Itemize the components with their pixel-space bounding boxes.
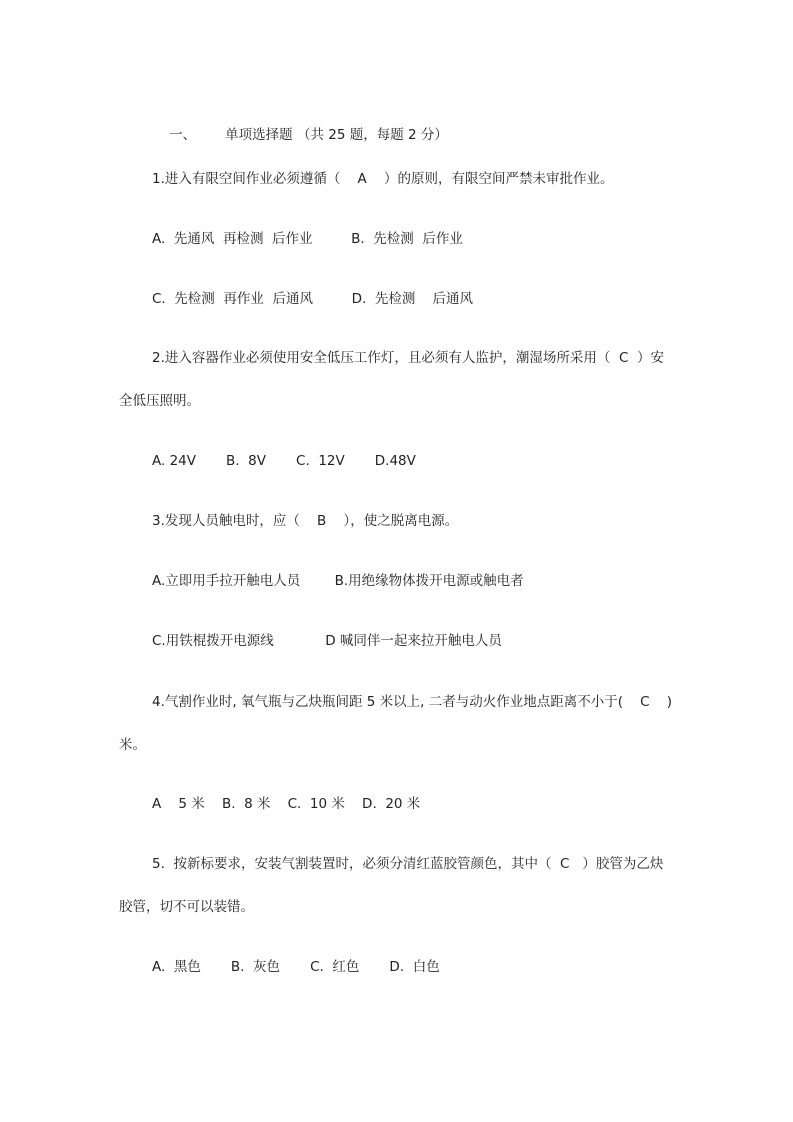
question-5-text-cont: 胶管，切不可以装错。: [119, 899, 254, 915]
question-3-options-ab: A.立即用手拉开触电人员 B.用绝缘物体拨开电源或触电者: [152, 573, 524, 589]
question-2-options: A. 24V B. 8V C. 12V D.48V: [152, 453, 416, 469]
section-number: 一、: [169, 127, 197, 143]
question-1-options-cd: C. 先检测 再作业 后通风 D. 先检测 后通风: [152, 291, 474, 307]
question-5-options: A. 黑色 B. 灰色 C. 红色 D. 白色: [152, 959, 440, 975]
question-1-text: 1.进入有限空间作业必须遵循（ A ）的原则，有限空间严禁未审批作业。: [152, 171, 614, 187]
question-3-options-cd: C.用铁棍拨开电源线 D 喊同伴一起来拉开触电人员: [152, 633, 502, 649]
question-4-options: A 5 米 B. 8 米 C. 10 米 D. 20 米: [152, 796, 421, 812]
question-4-text: 4.气割作业时, 氧气瓶与乙炔瓶间距 5 米以上, 二者与动火作业地点距离不小于( C ): [152, 694, 673, 710]
section-heading: [152, 108, 448, 162]
question-2-text: 2.进入容器作业必须使用安全低压工作灯，且必须有人监护，潮湿场所采用（ C ）安: [152, 350, 664, 366]
question-2-text-cont: 全低压照明。: [119, 393, 200, 409]
question-3-text: 3.发现人员触电时，应（ B ），使之脱离电源。: [152, 513, 459, 529]
question-4-text-cont: 米。: [119, 737, 146, 753]
question-1-options-ab: A. 先通风 再检测 后作业 B. 先检测 后作业: [152, 231, 463, 247]
section-title: 单项选择题 （共 25 题，每题 2 分）: [225, 127, 448, 143]
question-5-text: 5. 按新标要求，安装气割装置时，必须分清红蓝胶管颜色，其中（ C ）胶管为乙炔: [152, 856, 664, 872]
